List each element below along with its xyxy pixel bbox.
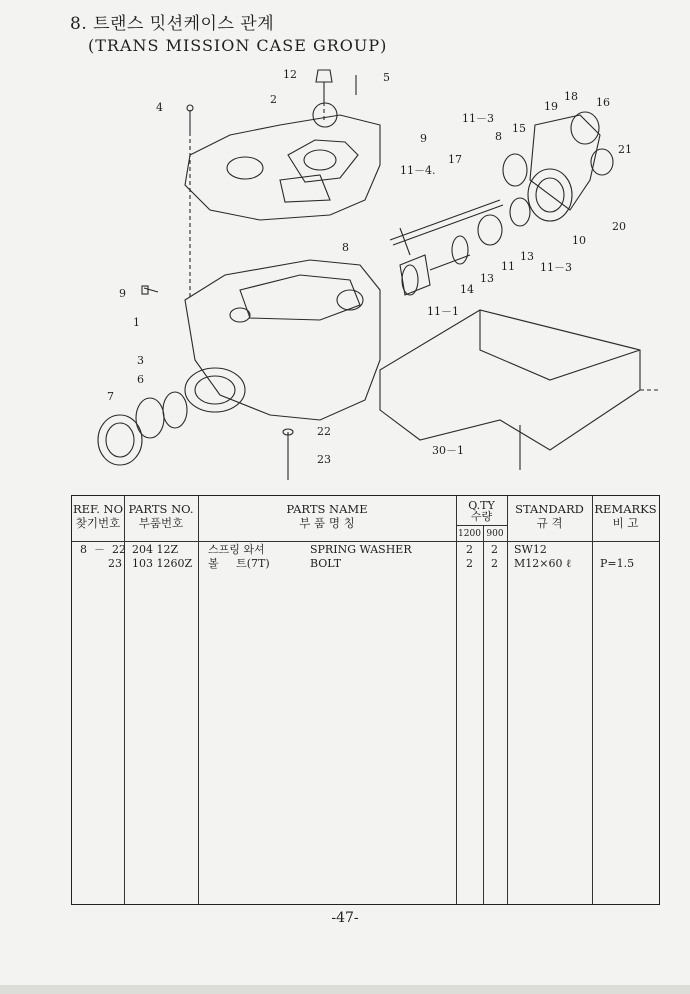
header-qty-900: 900	[486, 529, 504, 539]
callout-9-lower: 9	[119, 287, 126, 300]
callout-20: 20	[612, 220, 626, 233]
parts-table	[71, 495, 660, 905]
callout-17: 17	[448, 153, 462, 166]
callout-4: 4	[156, 101, 163, 114]
callout-15: 15	[512, 122, 526, 135]
row1-standard: SW12	[514, 543, 547, 556]
header-standard: STANDARD 규 격	[515, 502, 584, 530]
row1-qty-900: 2	[491, 543, 498, 556]
row1-ref: 8 － 22	[80, 543, 126, 556]
callout-12: 12	[283, 68, 297, 81]
header-parts-no: PARTS NO. 부품번호	[128, 502, 194, 530]
callout-18: 18	[564, 90, 578, 103]
callout-8-upper: 8	[495, 130, 502, 143]
header-separator	[72, 541, 659, 542]
row1-name-en: SPRING WASHER	[310, 543, 412, 556]
callout-19: 19	[544, 100, 558, 113]
column-divider	[592, 496, 593, 904]
callout-22: 22	[317, 425, 331, 438]
callout-10: 10	[572, 234, 586, 247]
diagram-line-art	[98, 70, 660, 480]
qty-subheader-line	[456, 525, 507, 526]
callout-30-1: 30－1	[432, 444, 464, 457]
title-english: (TRANS MISSION CASE GROUP)	[88, 36, 388, 55]
column-divider	[198, 496, 199, 904]
callout-3: 3	[137, 354, 144, 367]
callout-6: 6	[137, 373, 144, 386]
row2-qty-900: 2	[491, 557, 498, 570]
diagram-callouts	[107, 68, 632, 466]
callout-13-left: 13	[480, 272, 494, 285]
row2-qty-1200: 2	[466, 557, 473, 570]
row1-parts-no: 204 12Z	[132, 543, 179, 556]
callout-2: 2	[270, 93, 277, 106]
callout-11: 11	[501, 260, 515, 273]
row2-name-kr: 볼 트(7T)	[208, 557, 270, 570]
callout-14: 14	[460, 283, 474, 296]
callout-16: 16	[596, 96, 610, 109]
header-parts-name: PARTS NAME 부 품 명 칭	[286, 502, 368, 530]
row1-qty-1200: 2	[466, 543, 473, 556]
page-heading	[70, 14, 387, 56]
row2-standard: M12×60 ℓ	[514, 557, 572, 570]
callout-9-upper: 9	[420, 132, 427, 145]
column-divider	[483, 526, 484, 904]
row2-name-en: BOLT	[310, 557, 342, 570]
callout-5: 5	[383, 71, 390, 84]
column-divider	[124, 496, 125, 904]
page-number: -47-	[331, 910, 359, 926]
column-divider	[507, 496, 508, 904]
callout-23: 23	[317, 453, 331, 466]
exploded-parts-diagram	[80, 60, 660, 480]
title-korean: 8. 트랜스 밋션케이스 관계	[70, 14, 275, 34]
header-qty-1200: 1200	[458, 529, 481, 539]
callout-11-1: 11－1	[427, 305, 459, 318]
row1-name-kr: 스프링 와셔	[208, 543, 265, 556]
header-qty: Q.TY 수량	[468, 499, 495, 523]
callout-11-3-upper: 11－3	[462, 112, 494, 125]
callout-21: 21	[618, 143, 632, 156]
row2-ref: 23	[108, 557, 122, 570]
header-ref-no: REF. NO 찾기번호	[72, 502, 124, 530]
row2-parts-no: 103 1260Z	[132, 557, 193, 570]
callout-11-4: 11－4.	[400, 164, 436, 177]
scan-edge	[0, 985, 690, 994]
row2-remarks: P=1.5	[600, 557, 635, 570]
callout-8-lower: 8	[342, 241, 349, 254]
callout-7: 7	[107, 390, 114, 403]
callout-11-3-lower: 11－3	[540, 261, 572, 274]
header-remarks: REMARKS 비 고	[594, 502, 657, 530]
callout-13-right: 13	[520, 250, 534, 263]
column-divider	[456, 496, 457, 904]
callout-1: 1	[133, 316, 140, 329]
